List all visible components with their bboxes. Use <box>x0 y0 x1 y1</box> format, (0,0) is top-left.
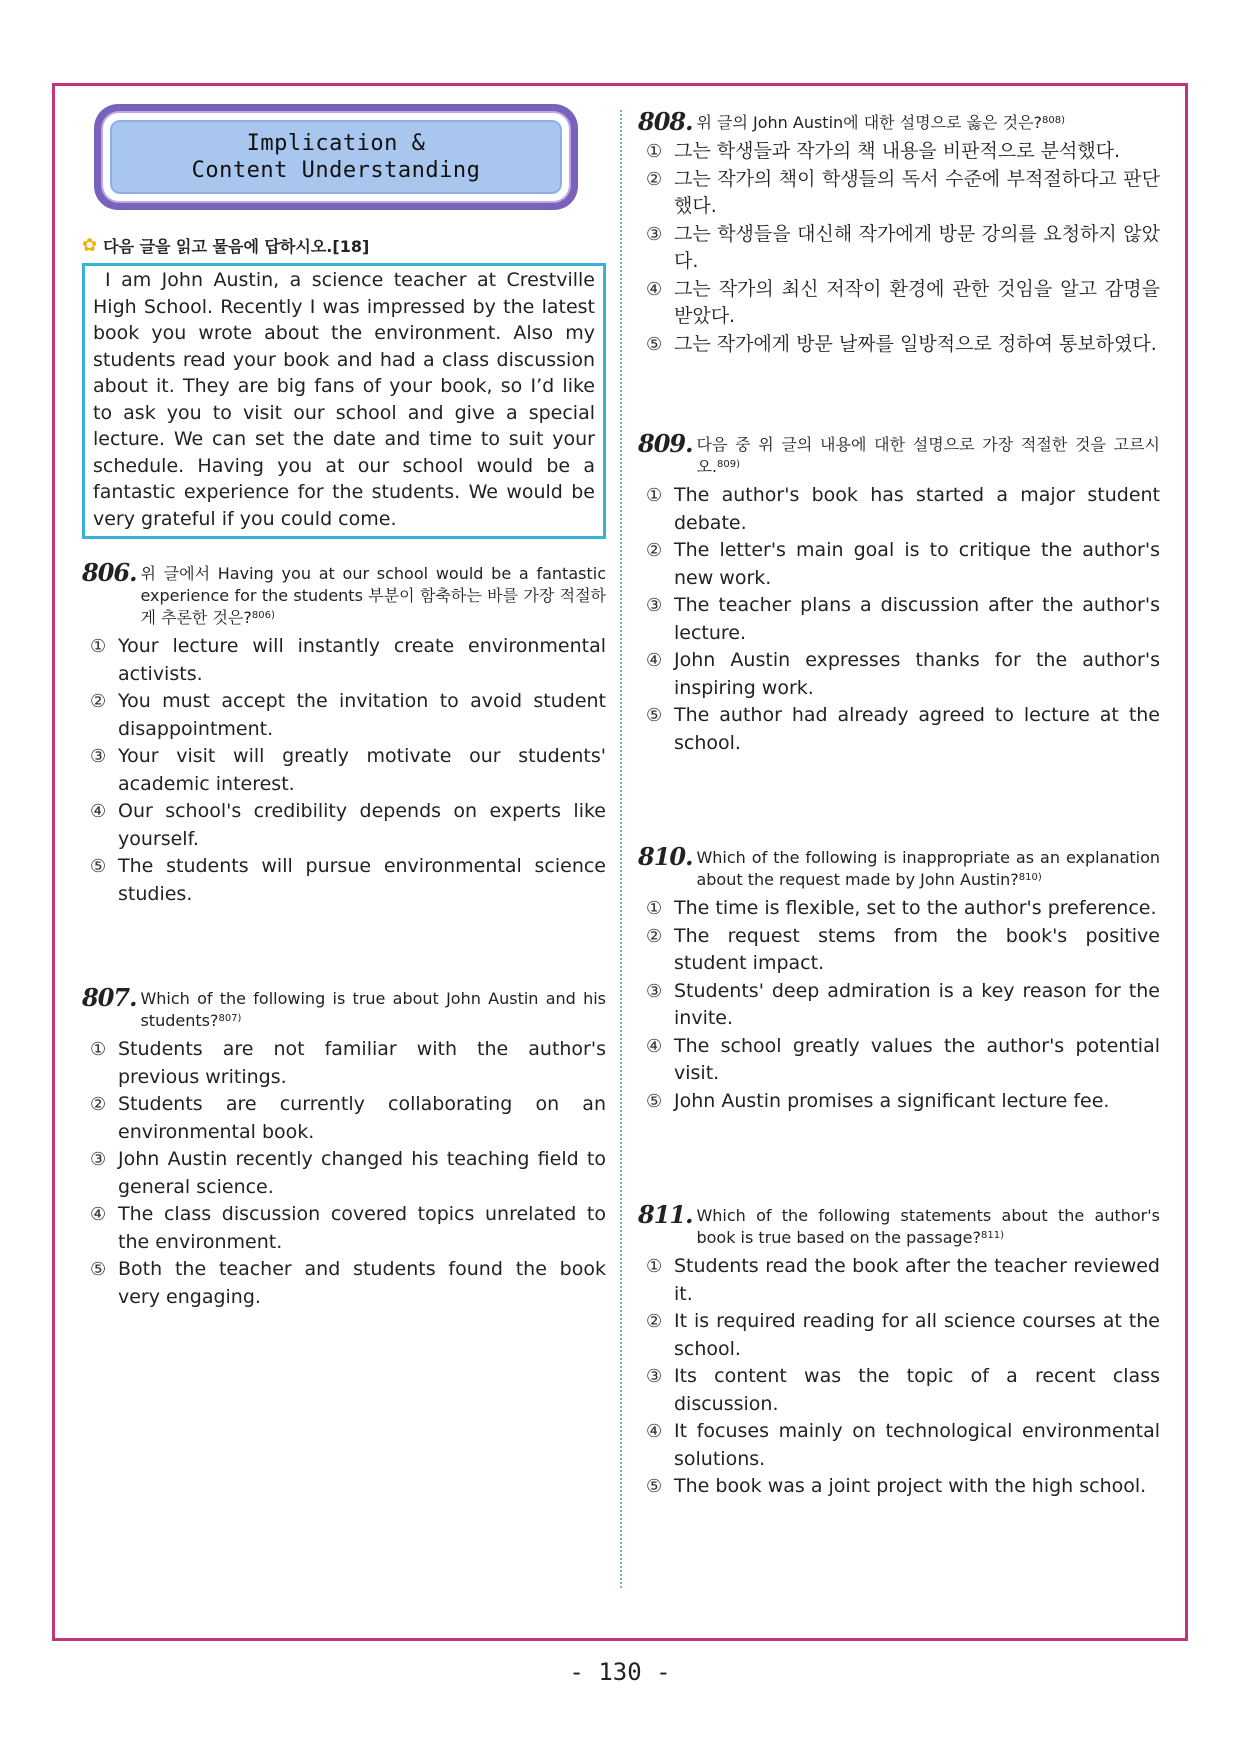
footnote-ref: 811) <box>981 1230 1004 1241</box>
choice-item[interactable]: ④ Our school's credibility depends on experts like yourself. <box>90 800 606 850</box>
section-title-line1: Implication & <box>246 131 426 156</box>
choice-item[interactable]: ⑤ John Austin promises a significant lecture fee. <box>646 1089 1110 1112</box>
question-number: 807. <box>82 983 137 1012</box>
choice-item[interactable]: ② It is required reading for all science courses at the school. <box>646 1310 1160 1360</box>
choice-item[interactable]: ② You must accept the invitation to avoid student disappointment. <box>90 690 606 740</box>
reading-passage <box>82 263 606 539</box>
choice-item[interactable]: ④ The class discussion covered topics unrelated to the environment. <box>90 1203 606 1253</box>
choice-item[interactable]: ③ Students' deep admiration is a key reason for the invite. <box>646 979 1160 1029</box>
question-number: 809. <box>638 429 693 458</box>
choice-item[interactable]: ⑤ Both the teacher and students found the book very engaging. <box>90 1258 606 1308</box>
choice-item[interactable]: ⑤ The students will pursue environmental science studies. <box>90 855 606 905</box>
column-divider <box>620 110 622 1588</box>
choice-item[interactable]: ① The author's book has started a major student debate. <box>646 484 1160 534</box>
choice-item[interactable]: ② 그는 작가의 책이 학생들의 독서 수준에 부적절하다고 판단했다. <box>646 167 1160 217</box>
question-stem: Which of the following is inappropriate as an explanation about the request made by John Austin?$^{810)}$ <box>696 848 1160 889</box>
question-stem: 위 글의 John Austin에 대한 설명으로 옳은 것은?$^{808)}$ <box>696 113 1066 132</box>
choice-list <box>82 1036 606 1311</box>
choice-item[interactable]: ④ The school greatly values the author's potential visit. <box>646 1034 1160 1084</box>
question-806 <box>82 558 606 908</box>
choice-item[interactable]: ④ It focuses mainly on technological environmental solutions. <box>646 1420 1160 1470</box>
question-807 <box>82 983 606 1311</box>
question-811 <box>638 1200 1160 1501</box>
footnote-ref: 810) <box>1018 872 1042 883</box>
choice-list <box>638 895 1160 1115</box>
choice-item[interactable]: ③ The teacher plans a discussion after the author's lecture. <box>646 594 1160 644</box>
choice-list <box>638 1253 1160 1501</box>
passage-text: I am John Austin, a science teacher at Crestville High School. Recently I was impressed by the latest book you wrote about the environment. Also my students read your book and had a class discussion about it. They are big fans of your book, so I’d like to ask you to visit our school and give a special lecture. We can set the date and time to suit your schedule. Having you at our school would be a fantastic experience for the students. We would be very grateful if you could come. <box>93 269 595 530</box>
choice-list <box>638 138 1160 358</box>
question-810 <box>638 842 1160 1115</box>
question-stem: 다음 중 위 글의 내용에 대한 설명으로 가장 적절한 것을 고르시오.$^{809)}$ <box>696 435 1160 476</box>
choice-item[interactable]: ③ 그는 학생들을 대신해 작가에게 방문 강의를 요청하지 않았다. <box>646 222 1160 272</box>
question-809 <box>638 429 1160 757</box>
question-number: 806. <box>82 558 137 587</box>
choice-item[interactable]: ④ John Austin expresses thanks for the author's inspiring work. <box>646 649 1160 699</box>
footnote-ref: 807) <box>218 1013 242 1024</box>
question-number: 810. <box>638 842 693 871</box>
question-number: 811. <box>638 1200 693 1229</box>
choice-item[interactable]: ① Your lecture will instantly create environmental activists. <box>90 635 606 685</box>
right-column <box>638 107 1160 1501</box>
question-stem: 위 글에서 Having you at our school would be a fantastic experience for the students 부분이 함축하는 바를 가장 적절하게 추론한 것은?$^{806)}$ <box>140 564 606 627</box>
question-stem: Which of the following statements about the author's book is true based on the passage?$^{811)}$ <box>696 1206 1160 1247</box>
choice-list <box>82 633 606 908</box>
question-stem: Which of the following is true about John Austin and his students?$^{807)}$ <box>140 989 606 1030</box>
choice-item[interactable]: ⑤ The author had already agreed to lecture at the school. <box>646 704 1160 754</box>
question-808 <box>638 107 1160 358</box>
choice-item[interactable]: ⑤ The book was a joint project with the high school. <box>646 1475 1147 1497</box>
directions-text: 다음 글을 읽고 물음에 답하시오.[18] <box>103 237 370 256</box>
footnote-ref: 809) <box>717 459 740 470</box>
section-title-badge <box>94 104 578 210</box>
choice-item[interactable]: ③ Your visit will greatly motivate our students' academic interest. <box>90 745 606 795</box>
choice-item[interactable]: ① Students are not familiar with the author's previous writings. <box>90 1038 606 1088</box>
choice-item[interactable]: ② The letter's main goal is to critique the author's new work. <box>646 539 1160 589</box>
choice-item[interactable]: ③ John Austin recently changed his teaching field to general science. <box>90 1148 606 1198</box>
section-title-line2: Content Understanding <box>191 158 481 183</box>
left-column <box>82 104 606 1311</box>
directions <box>82 234 606 257</box>
choice-item[interactable]: ④ 그는 작가의 최신 저작이 환경에 관한 것임을 알고 감명을 받았다. <box>646 277 1160 327</box>
footnote-ref: 806) <box>251 610 275 621</box>
question-number: 808. <box>638 107 693 136</box>
choice-item[interactable]: ⑤ 그는 작가에게 방문 날짜를 일방적으로 정하여 통보하였다. <box>646 332 1157 355</box>
choice-item[interactable]: ③ Its content was the topic of a recent class discussion. <box>646 1365 1160 1415</box>
page-number: - 130 - <box>569 1658 671 1686</box>
choice-item[interactable]: ② Students are currently collaborating on an environmental book. <box>90 1093 606 1143</box>
footnote-ref: 808) <box>1042 115 1066 126</box>
choice-item[interactable]: ① 그는 학생들과 작가의 책 내용을 비판적으로 분석했다. <box>646 140 1121 162</box>
choice-item[interactable]: ② The request stems from the book's positive student impact. <box>646 924 1160 974</box>
choice-item[interactable]: ① Students read the book after the teacher reviewed it. <box>646 1255 1160 1305</box>
choice-item[interactable]: ① The time is flexible, set to the author's preference. <box>646 897 1157 919</box>
choice-list <box>638 482 1160 757</box>
flower-icon: ✿ <box>82 235 98 256</box>
